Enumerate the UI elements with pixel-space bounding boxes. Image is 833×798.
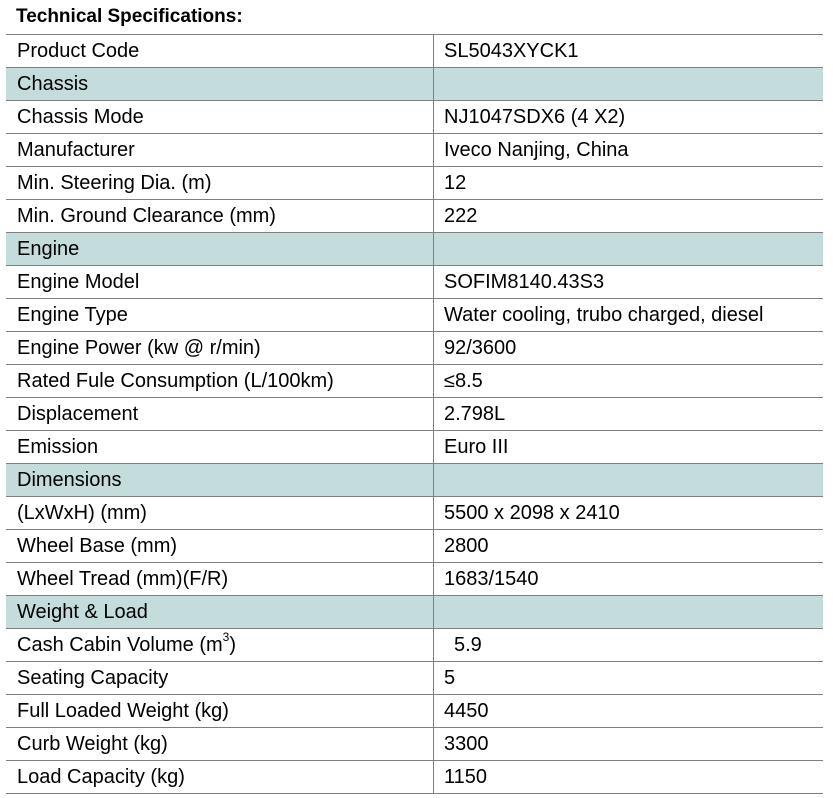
spec-label-superscript: 3 (222, 630, 230, 645)
spec-row (6, 398, 823, 431)
section-header-row (6, 68, 823, 101)
section-empty-cell (434, 68, 824, 101)
spec-row (6, 134, 823, 167)
spec-row (6, 101, 823, 134)
spec-label: Min. Steering Dia. (m) (6, 167, 434, 200)
spec-label: Rated Fule Consumption (L/100km) (6, 365, 434, 398)
spec-row (6, 662, 823, 695)
spec-row (6, 35, 823, 68)
spec-label: Seating Capacity (6, 662, 434, 695)
spec-row (6, 695, 823, 728)
section-empty-cell (434, 233, 824, 266)
spec-row (6, 365, 823, 398)
spec-value: ≤8.5 (434, 365, 824, 398)
spec-label: Chassis Mode (6, 101, 434, 134)
spec-label: Engine Model (6, 266, 434, 299)
spec-label: Wheel Tread (mm)(F/R) (6, 563, 434, 596)
spec-value: 5500 x 2098 x 2410 (434, 497, 824, 530)
spec-value: 1150 (434, 761, 824, 794)
spec-row (6, 332, 823, 365)
spec-label: Min. Ground Clearance (mm) (6, 200, 434, 233)
spec-label: Load Capacity (kg) (6, 761, 434, 794)
spec-value: NJ1047SDX6 (4 X2) (434, 101, 824, 134)
spec-table (6, 34, 823, 794)
spec-label: (LxWxH) (mm) (6, 497, 434, 530)
spec-value: 92/3600 (434, 332, 824, 365)
spec-row (6, 431, 823, 464)
section-header-row (6, 464, 823, 497)
spec-row (6, 761, 823, 794)
spec-row (6, 200, 823, 233)
spec-row (6, 299, 823, 332)
spec-label: Engine Power (kw @ r/min) (6, 332, 434, 365)
spec-label (6, 629, 434, 662)
spec-value: 2800 (434, 530, 824, 563)
spec-value: 12 (434, 167, 824, 200)
spec-value: 1683/1540 (434, 563, 824, 596)
spec-label: Displacement (6, 398, 434, 431)
section-header-row (6, 233, 823, 266)
spec-row (6, 530, 823, 563)
spec-label-tail: ) (229, 634, 237, 656)
section-title: Weight & Load (6, 596, 434, 629)
spec-label: Manufacturer (6, 134, 434, 167)
spec-table-body (6, 35, 823, 794)
spec-label: Wheel Base (mm) (6, 530, 434, 563)
spec-value: 5 (434, 662, 824, 695)
spec-row (6, 167, 823, 200)
spec-label: Curb Weight (kg) (6, 728, 434, 761)
spec-value: 5.9 (434, 629, 824, 662)
section-empty-cell (434, 464, 824, 497)
spec-label: Product Code (6, 35, 434, 68)
spec-row (6, 563, 823, 596)
spec-row (6, 266, 823, 299)
section-title: Engine (6, 233, 434, 266)
section-title: Chassis (6, 68, 434, 101)
section-title: Dimensions (6, 464, 434, 497)
spec-label: Emission (6, 431, 434, 464)
spec-value: 4450 (434, 695, 824, 728)
spec-label: Full Loaded Weight (kg) (6, 695, 434, 728)
page-title: Technical Specifications: (16, 6, 243, 27)
spec-row (6, 629, 823, 662)
spec-row (6, 497, 823, 530)
spec-row (6, 728, 823, 761)
section-empty-cell (434, 596, 824, 629)
spec-value: SOFIM8140.43S3 (434, 266, 824, 299)
spec-value: 3300 (434, 728, 824, 761)
spec-label: Engine Type (6, 299, 434, 332)
spec-label-text: Cash Cabin Volume (m (17, 634, 223, 656)
spec-value: Iveco Nanjing, China (434, 134, 824, 167)
section-header-row (6, 596, 823, 629)
spec-value: 222 (434, 200, 824, 233)
spec-value: Euro III (434, 431, 824, 464)
spec-value: SL5043XYCK1 (434, 35, 824, 68)
spec-value: Water cooling, trubo charged, diesel (434, 299, 824, 332)
spec-value: 2.798L (434, 398, 824, 431)
